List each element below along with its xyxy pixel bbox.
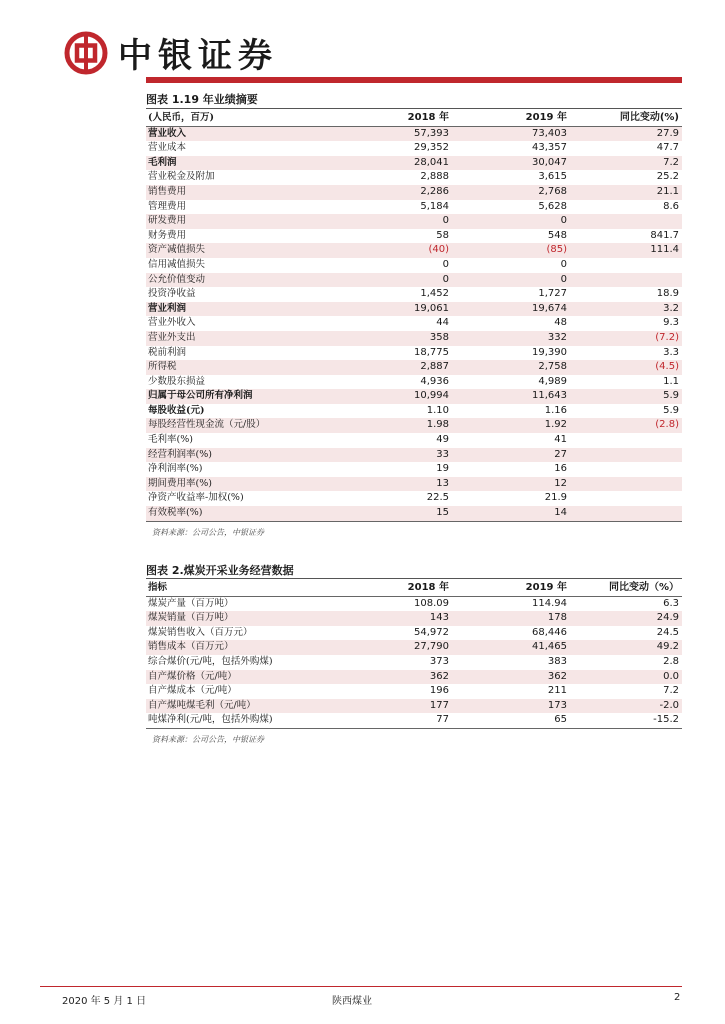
table-cell: 29,352: [414, 142, 449, 154]
column-header: 同比变动（%）: [570, 581, 682, 596]
table-row: [146, 126, 682, 141]
column-header: 2018 年: [366, 581, 452, 596]
row-label: 少数股东损益: [148, 375, 206, 387]
row-label: 综合煤价(元/吨，包括外购煤): [148, 655, 273, 667]
table-cell: 0: [452, 273, 570, 288]
row-label: 营业外支出: [146, 331, 366, 346]
coal-operations-table: [146, 581, 682, 729]
table-cell: 0: [366, 273, 452, 288]
table-cell: 18,775: [414, 346, 449, 358]
row-label: 自产煤价格（元/吨）: [146, 670, 366, 685]
footer-date: 2020 年 5 月 1 日: [62, 996, 147, 1007]
table-cell: (40): [366, 243, 452, 258]
table-cell: 332: [452, 331, 570, 346]
table-cell: 28,041: [366, 156, 452, 171]
row-label: 煤炭销售收入（百万元）: [148, 626, 253, 638]
table-row: [146, 346, 682, 361]
table-cell: 5,184: [420, 200, 449, 212]
table-cell: -2.0: [570, 699, 682, 714]
table-cell: 1.92: [452, 418, 570, 433]
table-cell: 3.2: [570, 302, 682, 317]
row-label: 所得税: [146, 360, 366, 375]
table-cell: 2.8: [663, 655, 679, 667]
table-cell: 1.98: [366, 418, 452, 433]
row-label: 毛利率(%): [148, 434, 193, 446]
table-cell: 0: [560, 258, 567, 270]
table-cell: (7.2): [570, 331, 682, 346]
table-cell: 1,452: [420, 288, 449, 300]
table-cell: 68,446: [532, 626, 567, 638]
row-label: 销售费用: [146, 185, 366, 200]
table-cell: 33: [366, 448, 452, 463]
row-label: 净资产收益率-加权(%): [148, 492, 244, 504]
table-row: [146, 596, 682, 611]
table-cell: 3.3: [663, 346, 679, 358]
table-cell: 27: [452, 448, 570, 463]
table-row: [146, 699, 682, 714]
table-cell: [570, 214, 682, 229]
table-cell: 196: [429, 685, 449, 697]
table-row: [146, 316, 682, 331]
table-cell: 10,994: [366, 389, 452, 404]
table-row: [146, 477, 682, 492]
column-header: 2018 年: [366, 111, 452, 126]
table-cell: [570, 506, 682, 521]
table-cell: 178: [452, 611, 570, 626]
row-label: 销售成本（百万元）: [146, 640, 366, 655]
table-cell: 41: [554, 434, 567, 446]
table-cell: 41,465: [452, 640, 570, 655]
table-cell: 22.5: [426, 492, 449, 504]
table-cell: [570, 433, 682, 448]
table-cell: [570, 258, 682, 273]
table-cell: 13: [366, 477, 452, 492]
row-label: 自产煤成本（元/吨）: [148, 685, 237, 697]
table-row: [146, 258, 682, 273]
table-cell: 0: [366, 214, 452, 229]
table-cell: 12: [452, 477, 570, 492]
bank-of-china-logo-icon: [64, 31, 108, 75]
header-rule: [146, 77, 682, 83]
table-cell: 2,887: [366, 360, 452, 375]
row-label: 煤炭产量（百万吨）: [148, 597, 234, 609]
table-cell: 373: [429, 655, 449, 667]
table-cell: 7.2: [570, 156, 682, 171]
row-label: 营业利润: [146, 302, 366, 317]
table-cell: 11,643: [452, 389, 570, 404]
table-row: [146, 243, 682, 258]
table-cell: 548: [547, 229, 567, 241]
column-header: (人民币，百万): [146, 111, 366, 126]
table-cell: [570, 273, 682, 288]
table-cell: 5.9: [570, 389, 682, 404]
table-row: [146, 360, 682, 375]
row-label: 公允价值变动: [146, 273, 366, 288]
row-label: 营业税金及附加: [148, 171, 215, 183]
footer-company: 陕西煤业: [332, 996, 372, 1007]
table-row: [146, 229, 682, 244]
table-cell: 2,286: [366, 185, 452, 200]
table-cell: [570, 477, 682, 492]
table-cell: 7.2: [663, 685, 679, 697]
table-cell: 143: [366, 611, 452, 626]
table-cell: 30,047: [452, 156, 570, 171]
table-row: [146, 611, 682, 626]
row-label: 毛利润: [146, 156, 366, 171]
table-cell: 27,790: [366, 640, 452, 655]
row-label: 每股收益(元): [148, 404, 205, 416]
table-cell: [570, 491, 682, 506]
table1-title-rule: [146, 108, 682, 109]
table-cell: 19: [436, 463, 449, 475]
table-cell: 47.7: [656, 142, 679, 154]
table2-title-rule: [146, 578, 682, 579]
table-cell: 58: [436, 229, 449, 241]
table-cell: 6.3: [663, 597, 679, 609]
table-row: [146, 626, 682, 641]
table-cell: [570, 448, 682, 463]
row-label: 信用减值损失: [148, 258, 206, 270]
brand-logo: [64, 28, 278, 77]
table-cell: 9.3: [663, 317, 679, 329]
row-label: 期间费用率(%): [146, 477, 366, 492]
table-cell: 358: [366, 331, 452, 346]
table-row: [146, 141, 682, 156]
table-cell: 15: [366, 506, 452, 521]
table-cell: 77: [366, 713, 452, 728]
table-cell: (4.5): [570, 360, 682, 375]
table-cell: 27.9: [570, 126, 682, 141]
table-cell: 1.16: [544, 404, 567, 416]
table-cell: 8.6: [663, 200, 679, 212]
table-cell: 57,393: [366, 126, 452, 141]
footer-rule: [40, 986, 682, 987]
table-row: [146, 156, 682, 171]
row-label: 归属于母公司所有净利润: [146, 389, 366, 404]
table-cell: (2.8): [570, 418, 682, 433]
table-row: [146, 491, 682, 506]
table-cell: 111.4: [570, 243, 682, 258]
row-label: 资产减值损失: [146, 243, 366, 258]
table-cell: 5.9: [663, 404, 679, 416]
table-row: [146, 214, 682, 229]
table-cell: 2,758: [452, 360, 570, 375]
table2-source: 资料来源：公司公告，中银证券: [152, 735, 264, 744]
table-cell: 1,727: [538, 288, 567, 300]
row-label: 营业收入: [146, 126, 366, 141]
row-label: 管理费用: [148, 200, 187, 212]
table-cell: 4,936: [420, 375, 449, 387]
table-cell: 1.10: [426, 404, 449, 416]
table-cell: 0: [452, 214, 570, 229]
table-cell: 44: [436, 317, 449, 329]
row-label: 财务费用: [148, 229, 187, 241]
table-cell: 19,674: [452, 302, 570, 317]
row-label: 研发费用: [146, 214, 366, 229]
table-cell: [570, 462, 682, 477]
annual-results-table: [146, 111, 682, 522]
table-row: [146, 418, 682, 433]
table-row: [146, 640, 682, 655]
table-cell: 48: [554, 317, 567, 329]
table-row: [146, 375, 682, 390]
table-cell: 21.9: [544, 492, 567, 504]
table-cell: 73,403: [452, 126, 570, 141]
table-row: [146, 684, 682, 699]
table-cell: 2,768: [452, 185, 570, 200]
table-cell: 383: [547, 655, 567, 667]
table-cell: 173: [452, 699, 570, 714]
table-row: [146, 448, 682, 463]
column-header: 指标: [146, 581, 366, 596]
table-cell: 18.9: [656, 288, 679, 300]
table-cell: 43,357: [532, 142, 567, 154]
table-cell: 0.0: [570, 670, 682, 685]
table-header-row: [146, 111, 682, 126]
table1-title: 图表 1.19 年业绩摘要: [146, 93, 258, 106]
row-label: 税前利润: [148, 346, 187, 358]
table-row: [146, 200, 682, 215]
table-row: [146, 655, 682, 670]
table-row: [146, 185, 682, 200]
table-row: [146, 302, 682, 317]
table-row: [146, 433, 682, 448]
row-label: 营业成本: [148, 142, 187, 154]
table-cell: 65: [452, 713, 570, 728]
table-row: [146, 462, 682, 477]
row-label: 营业外收入: [148, 317, 196, 329]
table-cell: 24.9: [570, 611, 682, 626]
table-row: [146, 713, 682, 728]
table-cell: 1.1: [663, 375, 679, 387]
table-cell: 16: [554, 463, 567, 475]
row-label: 每股经营性现金流（元/股）: [146, 418, 366, 433]
table-cell: 362: [452, 670, 570, 685]
table-cell: 5,628: [538, 200, 567, 212]
table-row: [146, 273, 682, 288]
table-row: [146, 404, 682, 419]
row-label: 吨煤净利(元/吨，包括外购煤): [146, 713, 366, 728]
table-cell: 841.7: [650, 229, 679, 241]
table-cell: 19,061: [366, 302, 452, 317]
table-cell: 49: [436, 434, 449, 446]
table-cell: 54,972: [414, 626, 449, 638]
table2-title: 图表 2.煤炭开采业务经营数据: [146, 564, 294, 577]
table-row: [146, 170, 682, 185]
table-cell: 25.2: [656, 171, 679, 183]
table-cell: 4,989: [538, 375, 567, 387]
table-row: [146, 670, 682, 685]
table-row: [146, 287, 682, 302]
row-label: 煤炭销量（百万吨）: [146, 611, 366, 626]
table-cell: 108.09: [414, 597, 449, 609]
brand-name: 中银证券: [118, 36, 278, 76]
table-cell: -15.2: [570, 713, 682, 728]
table-cell: 114.94: [532, 597, 567, 609]
row-label: 自产煤吨煤毛利（元/吨）: [146, 699, 366, 714]
table-cell: 21.1: [570, 185, 682, 200]
column-header: 同比变动(%): [570, 111, 682, 126]
footer-page-number: 2: [674, 992, 681, 1003]
column-header: 2019 年: [452, 581, 570, 596]
table-cell: 49.2: [570, 640, 682, 655]
table-cell: 19,390: [532, 346, 567, 358]
table-cell: 3,615: [538, 171, 567, 183]
table-cell: (85): [452, 243, 570, 258]
table-cell: 362: [366, 670, 452, 685]
row-label: 投资净收益: [148, 288, 196, 300]
table-cell: 211: [547, 685, 567, 697]
table-header-row: [146, 581, 682, 596]
table-cell: 2,888: [420, 171, 449, 183]
row-label: 有效税率(%): [146, 506, 366, 521]
row-label: 净利润率(%): [148, 463, 203, 475]
row-label: 经营利润率(%): [146, 448, 366, 463]
table-row: [146, 389, 682, 404]
table-cell: 0: [442, 258, 449, 270]
table-row: [146, 331, 682, 346]
table-cell: 14: [452, 506, 570, 521]
column-header: 2019 年: [452, 111, 570, 126]
table1-source: 资料来源：公司公告，中银证券: [152, 528, 264, 537]
table-cell: 24.5: [656, 626, 679, 638]
table-row: [146, 506, 682, 521]
table-cell: 177: [366, 699, 452, 714]
